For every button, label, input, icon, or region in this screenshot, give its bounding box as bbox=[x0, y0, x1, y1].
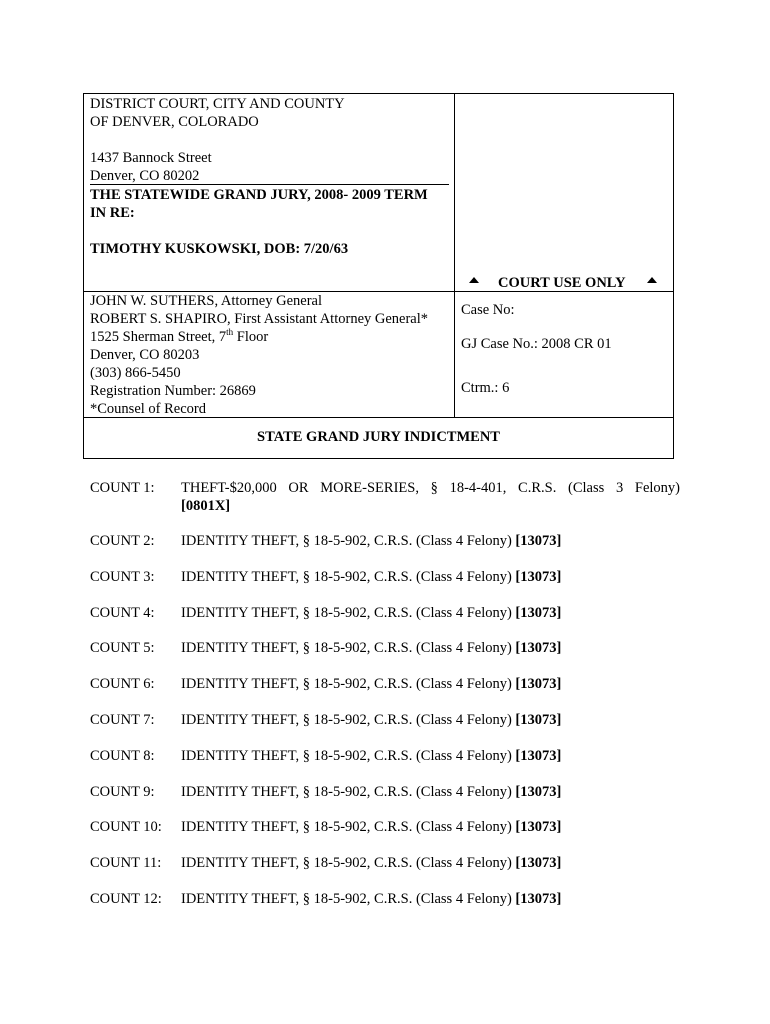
caption-table bbox=[83, 93, 674, 459]
registration-number: Registration Number: 26869 bbox=[90, 383, 256, 399]
offense-code: [13073] bbox=[515, 891, 562, 907]
floor-word: Floor bbox=[233, 329, 269, 345]
offense-code: [13073] bbox=[515, 783, 562, 800]
count-label: COUNT 8: bbox=[90, 747, 155, 764]
document-title: STATE GRAND JURY INDICTMENT bbox=[257, 429, 500, 445]
floor-ordinal: th bbox=[226, 327, 234, 338]
offense-description: IDENTITY THEFT, § 18-5-902, C.R.S. (Class 4 Felony) bbox=[181, 640, 516, 657]
offense-description: IDENTITY THEFT, § 18-5-902, C.R.S. (Class 4 Felony) bbox=[181, 891, 516, 907]
count-text bbox=[181, 854, 680, 872]
up-triangle-icon bbox=[647, 277, 657, 283]
counsel-of-record: *Counsel of Record bbox=[90, 401, 206, 417]
count-text: THEFT-$20,000 OR MORE-SERIES, § 18-4-401, C.R.S. (Class 3 Felony) bbox=[181, 480, 680, 496]
count-label: COUNT 6: bbox=[90, 676, 155, 693]
offense-description: IDENTITY THEFT, § 18-5-902, C.R.S. (Class 4 Felony) bbox=[181, 604, 516, 621]
count-label: COUNT 5: bbox=[90, 640, 155, 657]
offense-code: [13073] bbox=[515, 747, 562, 764]
count-text bbox=[181, 568, 680, 586]
offense-code: [13073] bbox=[515, 640, 562, 657]
offense-description: IDENTITY THEFT, § 18-5-902, C.R.S. (Class 4 Felony) bbox=[181, 712, 516, 728]
attorney-cell bbox=[84, 291, 455, 417]
count-label: COUNT 1: bbox=[90, 480, 155, 496]
offense-description: IDENTITY THEFT, § 18-5-902, C.R.S. (Class 4 Felony) bbox=[181, 676, 516, 693]
offense-description: IDENTITY THEFT, § 18-5-902, C.R.S. (Class 4 Felony) bbox=[181, 533, 516, 549]
court-address-line1: 1437 Bannock Street bbox=[90, 150, 212, 166]
offense-code: [13073] bbox=[515, 568, 562, 585]
offense-description: IDENTITY THEFT, § 18-5-902, C.R.S. (Class 4 Felony) bbox=[181, 783, 516, 800]
offense-code: [13073] bbox=[515, 712, 562, 728]
offense-description: IDENTITY THEFT, § 18-5-902, C.R.S. (Class 4 Felony) bbox=[181, 819, 516, 836]
court-address-line2: Denver, CO 80202 bbox=[90, 168, 200, 184]
in-re-label: IN RE: bbox=[90, 205, 135, 221]
offense-code: [13073] bbox=[515, 855, 562, 872]
court-cell bbox=[84, 94, 455, 291]
count-text bbox=[181, 532, 680, 550]
count-label: COUNT 10: bbox=[90, 819, 162, 836]
count-text bbox=[181, 747, 680, 765]
gj-case-no: GJ Case No.: 2008 CR 01 bbox=[461, 336, 612, 352]
count-text bbox=[181, 783, 680, 801]
court-name-line1: DISTRICT COURT, CITY AND COUNTY bbox=[90, 96, 345, 112]
count-text bbox=[181, 818, 680, 836]
count-label: COUNT 11: bbox=[90, 855, 162, 872]
defendant-name: TIMOTHY KUSKOWSKI, DOB: 7/20/63 bbox=[90, 241, 349, 257]
offense-code: [0801X] bbox=[181, 498, 231, 514]
count-label: COUNT 7: bbox=[90, 712, 155, 728]
count-text bbox=[181, 890, 680, 908]
offense-code: [13073] bbox=[515, 676, 562, 693]
attorney-address-line1 bbox=[90, 328, 268, 346]
up-triangle-icon bbox=[469, 277, 479, 283]
title-cell bbox=[84, 417, 673, 458]
count-label: COUNT 9: bbox=[90, 783, 155, 800]
first-assistant: ROBERT S. SHAPIRO, First Assistant Attorney General* bbox=[90, 311, 429, 327]
court-use-only-label: COURT USE ONLY bbox=[498, 275, 626, 291]
offense-code: [13073] bbox=[515, 533, 562, 549]
offense-code: [13073] bbox=[515, 604, 562, 621]
caption-divider bbox=[90, 184, 449, 185]
attorney-general: JOHN W. SUTHERS, Attorney General bbox=[90, 293, 322, 309]
count-text bbox=[181, 675, 680, 693]
court-use-cell bbox=[455, 94, 673, 291]
offense-description: IDENTITY THEFT, § 18-5-902, C.R.S. (Class 4 Felony) bbox=[181, 568, 516, 585]
grand-jury-term: THE STATEWIDE GRAND JURY, 2008- 2009 TERM bbox=[90, 187, 428, 203]
count-label: COUNT 2: bbox=[90, 533, 155, 549]
offense-description: IDENTITY THEFT, § 18-5-902, C.R.S. (Class 4 Felony) bbox=[181, 747, 516, 764]
courtroom: Ctrm.: 6 bbox=[461, 380, 510, 396]
count-label: COUNT 4: bbox=[90, 604, 155, 621]
count-label: COUNT 3: bbox=[90, 568, 155, 585]
offense-code: [13073] bbox=[515, 819, 562, 836]
count-text bbox=[181, 604, 680, 622]
count-text bbox=[181, 639, 680, 657]
case-no: Case No: bbox=[461, 302, 515, 318]
court-name-line2: OF DENVER, COLORADO bbox=[90, 114, 259, 130]
street: 1525 Sherman Street, 7 bbox=[90, 329, 227, 345]
offense-description: IDENTITY THEFT, § 18-5-902, C.R.S. (Class 4 Felony) bbox=[181, 855, 516, 872]
case-number-cell bbox=[455, 291, 673, 417]
count-label: COUNT 12: bbox=[90, 891, 162, 907]
attorney-address-line2: Denver, CO 80203 bbox=[90, 347, 200, 363]
count-text bbox=[181, 711, 680, 729]
attorney-phone: (303) 866-5450 bbox=[90, 365, 181, 381]
